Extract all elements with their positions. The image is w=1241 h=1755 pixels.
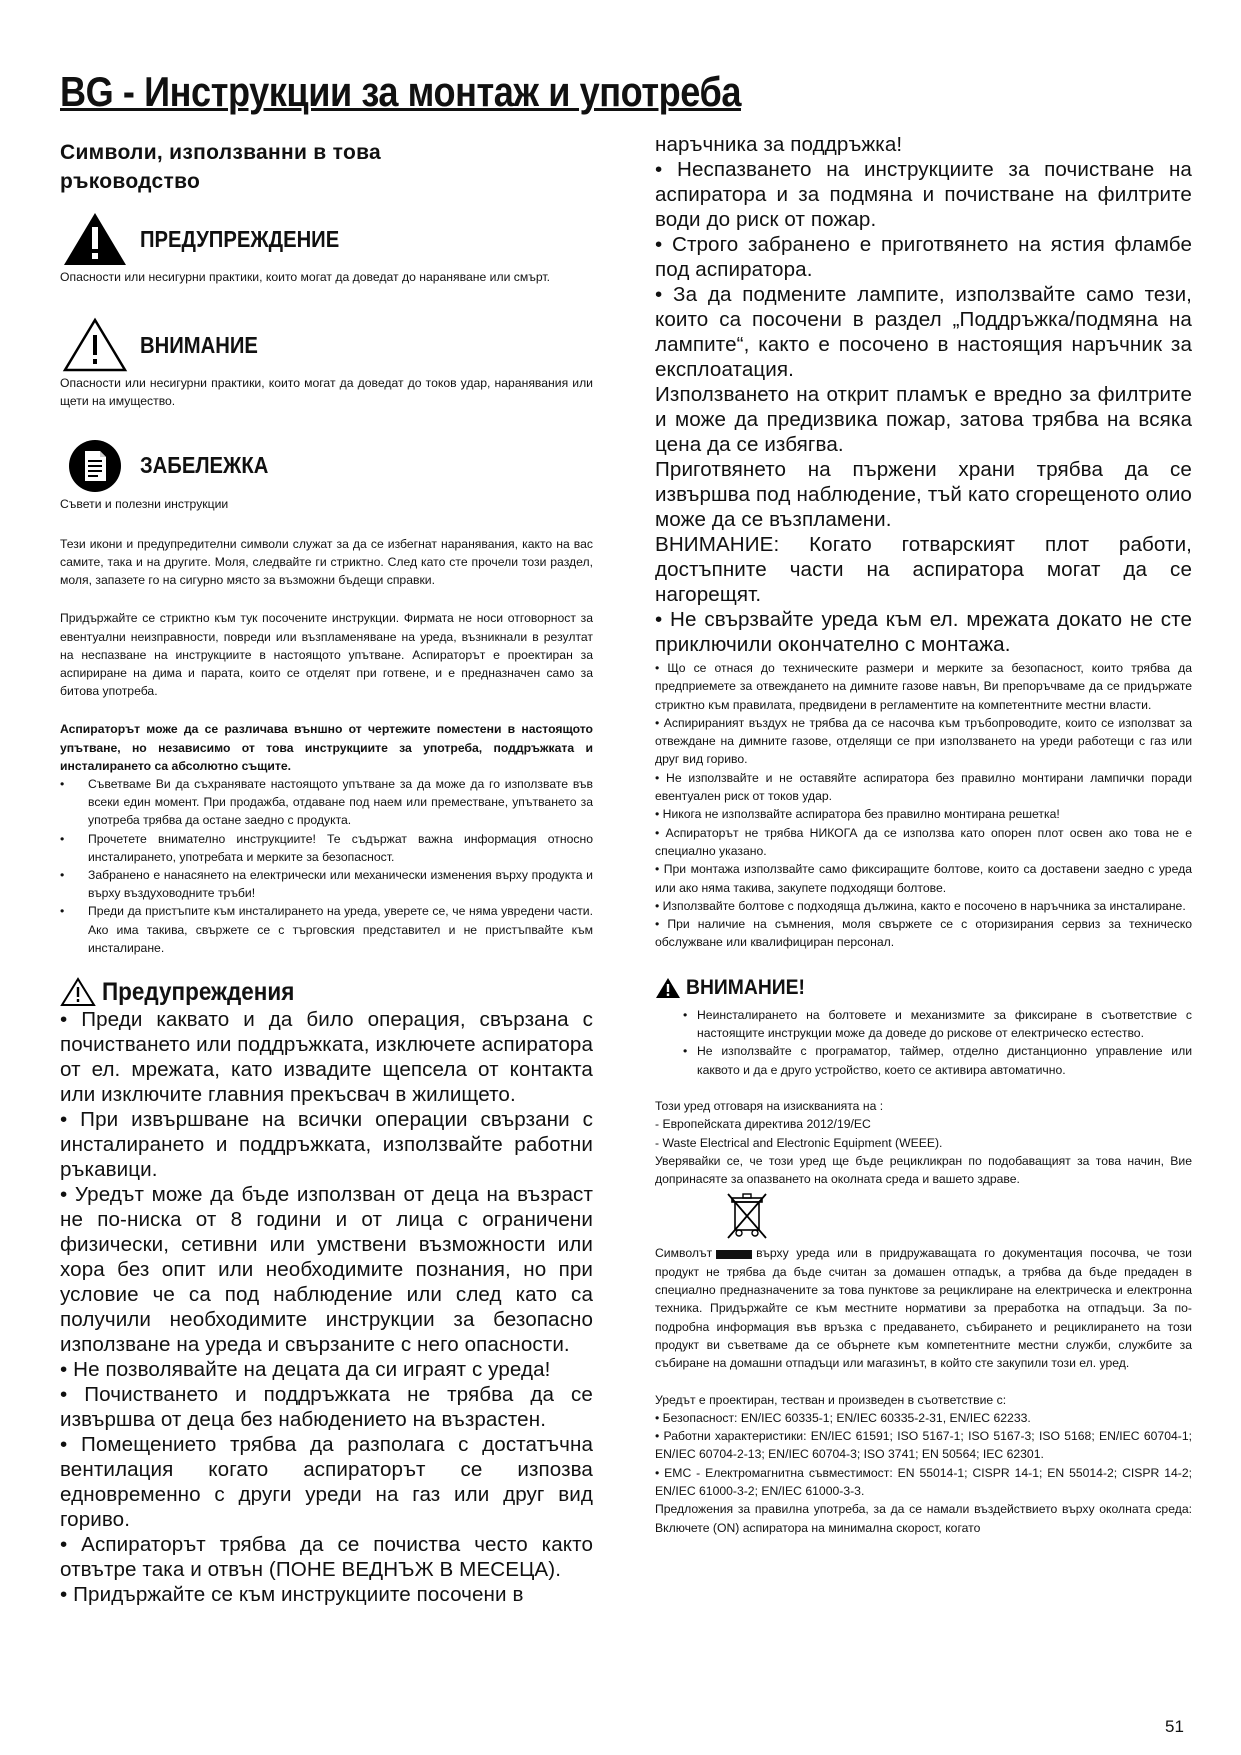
symbols-heading-line1: Символи, използванни в това [60,141,381,164]
right-column [655,132,1192,1537]
list-item: • Забранено е нанасянето на електрически или механически изменения върху продукта и върху въздуховодните тръби! [60,866,593,902]
right-small-item: • Никога не използвайте аспиратора без правилно монтирана решетка! [655,807,1060,822]
left-column [60,138,593,1607]
intro-bold-note: Аспираторът може да се различава външно от чертежите поместени в настоящото упътване, но независимо от това инструкциите за употреба, поддръжката и инсталирането са абсолютно същите. [60,722,593,773]
right-big-item: • За да подмените лампите, използвайте само тези, които са посочени в раздел „Поддръжка/подмяна на лампите“, както е посочено в настоящия наръчник за експлоатация. [655,283,1192,381]
list-item: • Съветваме Ви да съхранявате настоящото упътване за да може да го използвате във всеки един момент. При продажба, отдаване под наем или преместване, упътването за употреба трябва да остане заедно с продукта. [60,775,593,830]
compliance-line: Този уред отговаря на изискванията на : [655,1098,884,1113]
list-item: • Прочетете внимателно инструкциите! Те съдържат важна информация относно инсталирането, употребата и мерките за безопасност. [60,830,593,866]
warning-filled-triangle-icon [655,977,681,999]
warnings-list [60,1007,593,1607]
intro-paragraph-1: Тези икони и предупредителни символи служат за да се избегнат наранявания, както на вас самите, така и на другите. Моля, следвайте ги стриктно. След като сте прочели този раздел, моля, запазете го на сигурно място за възможни бъдещи справки. [60,536,593,588]
right-small-item: • Не използвайте и не оставяйте аспиратора без правилно монтирани лампички поради евентуален риск от токов удар. [655,770,1192,804]
standards-line: Предложения за правилна употреба, за да се намали въздействието върху околната среда: Включете (ON) аспиратора на минимална скорост, когато [655,1502,1192,1535]
compliance-line: Уверявайки се, че този уред ще бъде рецикликран по подобаващият за това начин, Вие допринасяте за опазването на околната среда и вашето здраве. [655,1153,1192,1187]
symbols-heading [60,138,593,196]
standards-line: • EMC - Електромагнитна съвместимост: EN 55014-1; CISPR 14-1; EN 55014-2; CISPR 14-2; EN/IEC 61000-3-2; EN/IEC 61000-3-3. [655,1465,1192,1498]
right-small-list [655,659,1192,952]
warning-item: • Не позволявайте на децата да си играят с уреда! [60,1358,551,1382]
bin-bar-icon [716,1250,752,1259]
note-document-icon [62,438,128,494]
warning-item: • Аспираторът трябва да се почиства често както отвътре така и отвън (ПОНЕ ВЕДНЪЖ В МЕСЕЦА). [60,1533,593,1582]
symbol-note-title: ЗАБЕЛЕЖКА [140,452,269,479]
weee-symbol-post: върху уреда или в придружаващата го документация посочва, че този продукт не трябва да бъде считан за домашен отпадък, а трябва да бъде предаден в специално предназначените за това пунктове за рециклиране на електрическа и електронна техника. Придържайте се към местните нормативи за преработка на отпадъци. За по-подробна информация във връзка с предаването, събирането и рециклирането на този продукт ви съветваме да се обърнете към компетентните местни служби, службите за събиране на домашни отпадъци или магазинът, в който сте закупили този ел. уред. [655,1246,1192,1371]
attention-heading-text: ВНИМАНИЕ! [686,975,805,999]
right-big-item: наръчника за поддръжка! [655,133,903,156]
list-item: • Неинсталирането на болтовете и механизмите за фиксиране в съответствие с настоящите инструкции може да доведе до рискове от електрическо естество. [655,1006,1192,1043]
intro-bullet-list [60,775,593,957]
right-big-item: • Строго забранено е приготвянето на ястия фламбе под аспиратора. [655,233,1192,281]
page-title: BG - Инструкции за монтаж и употреба [60,68,741,115]
weee-symbol-paragraph [655,1244,1192,1372]
right-small-item: • При монтажа използвайте само фиксиращите болтове, които са доставени заедно с уреда или ако няма такива, закупете подходящи болтове. [655,862,1192,895]
warning-item: • Помещението трябва да разполага с достатъчна вентилация когато аспираторът се изпозва едновременно с други уреди на газ или друг вид гориво. [60,1433,593,1532]
compliance-line: - Waste Electrical and Electronic Equipment (WEEE). [655,1135,943,1150]
warning-item: • При извършване на всички операции свързани с инсталирането и поддръжката, използвайте работни ръкавици. [60,1108,593,1182]
warning-item: • Почистването и поддръжката не трябва да се извършва от деца без набюдението на възрастен. [60,1383,593,1432]
right-small-item: • При наличие на съмнения, моля свържете се с оторизирания сервиз за техническо обслужване или квалифициран персонал. [655,917,1192,950]
warnings-heading-text: Предупреждения [102,977,295,1006]
page-number: 51 [1165,1717,1184,1736]
symbol-note [60,437,593,513]
compliance-line: - Европейската директива 2012/19/EC [655,1117,871,1132]
symbol-warning [60,210,593,286]
symbol-warning-title: ПРЕДУПРЕЖДЕНИЕ [140,225,340,252]
symbol-caution-title: ВНИМАНИЕ [140,331,258,358]
attention-bullet-list [655,1006,1192,1079]
standards-line: • Безопасност: EN/IEC 60335-1; EN/IEC 60335-2-31, EN/IEC 62233. [655,1410,1031,1425]
symbol-warning-text: Опасности или несигурни практики, които могат да доведат до нараняване или смърт. [60,270,550,284]
right-big-item: Приготвянето на пържени храни трябва да се извършва под наблюдение, тъй като сгорещеното олио може да се възпламени. [655,458,1192,531]
warning-item: • Уредът може да бъде използван от деца на възраст не по-ниска от 8 години и от лица с ограничени физически, сетивни или умствени възможности или хора без опит или необходимите познания, но при условие че са под наблюдение или след като са получили необходимите инструкции за безопасно използване на уреда и свързаните с него опасности. [60,1183,593,1357]
right-small-item: • Използвайте болтове с подходяща дължина, както е посочено в наръчника за инсталиране. [655,898,1186,913]
crossed-out-bin-icon [725,1192,769,1242]
warning-item: • Преди каквато и да било операция, свързана с почистването или поддръжката, изключете аспиратора от ел. мрежата, като извадите щепсела от контакта или изключите главния прекъсвач в жилището. [60,1008,593,1107]
warning-outline-triangle-icon [62,317,128,373]
right-small-item: • Що се отнася до техническите размери и мерките за безопасност, които трябва да предприемете за отвеждането на димните газове навън, Ви препоръчваме да се придържате стриктно към правилата, предвидени в регламентите на компетентните местни власти. [655,661,1192,712]
warning-item: • Придържайте се към инструкциите посочени в [60,1583,524,1607]
warning-filled-triangle-icon [62,211,128,267]
right-big-item: • Неспазването на инструкциите за почистване на аспиратора и за подмяна и почистване на филтрите води до риск от пожар. [655,158,1192,231]
standards-block [655,1391,1192,1537]
standards-line: • Работни характеристики: EN/IEC 61591; ISO 5167-1; ISO 5167-3; ISO 5168; EN/IEC 60704-1; EN/IEC 60704-2-13; EN/IEC 60704-3; ISO 3741; EN 50564; IEC 62301. [655,1429,1192,1462]
symbols-heading-line2: ръководство [60,170,201,193]
attention-heading [655,974,1192,1002]
intro-paragraph-2: Придържайте се стриктно към тук посочените инструкции. Фирмата не носи отговорност за евентуални неизправности, повреди или възпламеняване на уреда, възникнали в резултат на неспазване на инструкциите в настоящото упътване. Аспираторът е проектиран за аспириране на дима и парата, които се отделят при готвене, и е предназначен само за битова употреба. [60,611,593,699]
compliance-block [655,1097,1192,1373]
right-small-item: • Аспирираният въздух не трябва да се насочва към тръбопроводите, които се използват за отвеждане на димните газове, отделящи се при използването на уреди работещи с газ или друг вид гориво. [655,715,1192,767]
warning-outline-triangle-icon [60,977,96,1007]
weee-symbol-pre: Символът [655,1246,713,1261]
symbol-note-text: Съвети и полезни инструкции [60,496,229,511]
right-big-item: ВНИМАНИЕ: Когато готварският плот работи, достъпните части на аспиратора могат да се нагорещят. [655,533,1192,606]
symbol-caution-text: Опасности или несигурни практики, които могат да доведат до токов удар, наранявания или щети на имущество. [60,376,593,409]
standards-line: Уредът е проектиран, тестван и произведен в съответствие с: [655,1392,1007,1407]
list-item: • Не използвайте с програматор, таймер, отделно дистанционно управление или каквото и да е друго устройство, което се активира автоматично. [655,1042,1192,1079]
list-item: • Преди да пристъпите към инсталирането на уреда, уверете се, че няма увредени части. Ако има такива, свържете се с търговския представител и не пристъпвайте към инсталиране. [60,902,593,957]
symbol-caution [60,316,593,410]
right-small-item: • Аспираторът не трябва НИКОГА да се използва като опорен плот освен ако това не е специално указано. [655,825,1192,858]
warnings-heading [60,977,593,1007]
right-big-item: • Не свързвайте уреда към ел. мрежата докато не сте приключили окончателно с монтажа. [655,608,1192,656]
right-big-item: Използването на открит пламък е вредно за филтрите и може да предизвика пожар, затова трябва на всяка цена да се избягва. [655,383,1192,456]
